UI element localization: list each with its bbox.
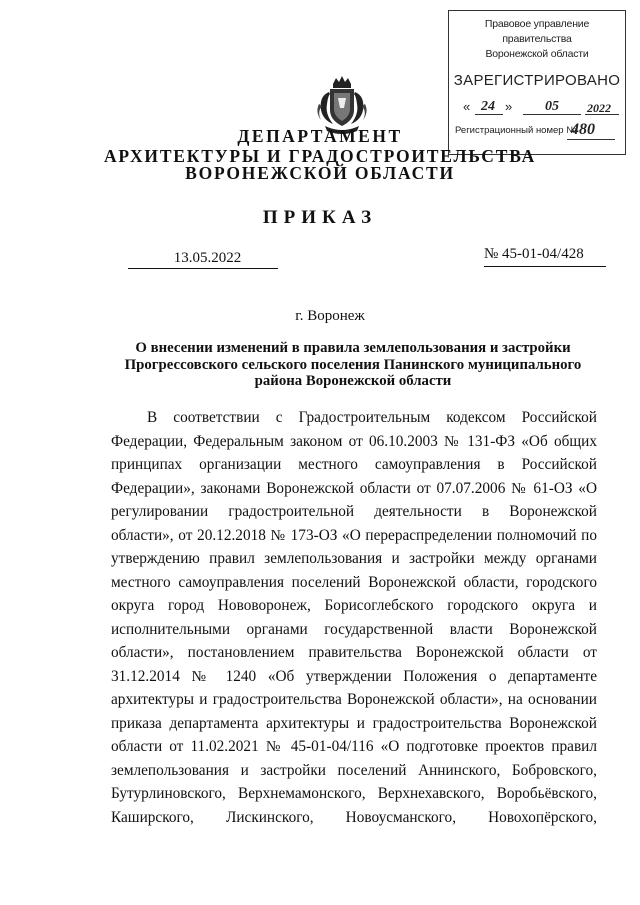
department-title-line2: АРХИТЕКТУРЫ И ГРАДОСТРОИТЕЛЬСТВА [103,146,537,166]
stamp-date-day: 24 [481,99,495,114]
order-date: 13.05.2022 [173,250,242,266]
stamp-authority-line2: Воронежской области [485,48,589,60]
stamp-date-open-quote: « [463,99,471,114]
stamp-reg-number: 480 [571,121,595,138]
department-title-line1: ДЕПАРТАМЕНТ [237,126,403,146]
order-number-underline [484,266,606,267]
body-paragraph: В соответствии с Градостроительным кодексом Российской Федерации, Федеральным законом от 06.10.2003 № 131-ФЗ «Об общих принципах организации местного самоуправления в Российской Федерации», законами Воронежской области от 07.07.2006 № 61-ОЗ «О регулировании градостроительной деятельности в Воронежской области», от 20.12.2018 № 173-ОЗ «О перераспределении полномочий по утверждению правил землепользования и застройки между органами местного самоуправления поселений Воронежской области, городского округа город Нововоронеж, Борисоглебского городского округа и исполнительными органами государственной власти Воронежской области», постановлением правительства Воронежской области от 31.12.2014 № 1240 «Об утверждении Положения о департаменте архитектуры и градостроительства Воронежской области», на основании приказа департамента архитектуры и градостроительства Воронежской области от 11.02.2021 № 45-01-04/116 «О подготовке проектов правил землепользования и застройки поселений Аннинского, Бобровского, Бутурлиновского, Верхнемамонского, Верхнехавского, Воробьёвского, Каширского, Лискинского, Новоусманского, Новохопёрского, [111,409,597,826]
stamp-authority-line1: Правовое управление правительства [484,18,590,45]
order-title: ПРИКАЗ [262,207,378,228]
order-number: № 45-01-04/428 [484,246,584,262]
stamp-registered-label: ЗАРЕГИСТРИРОВАНО [453,72,621,89]
stamp-date-close-quote: » [505,99,513,114]
stamp-date [449,97,625,121]
city: г. Воронеж [295,308,365,324]
order-date-underline [128,268,278,269]
stamp-reg-label: Регистрационный номер № [455,125,577,136]
department-title-line3: ВОРОНЕЖСКОЙ ОБЛАСТИ [185,163,455,183]
stamp-date-year: 2022 [587,101,611,115]
order-subject: О внесении изменений в правила землепользования и застройки Прогрессовского сельского поселения Панинского муниципального района Воронежской области [124,340,582,389]
stamp-date-month: 05 [545,99,559,114]
